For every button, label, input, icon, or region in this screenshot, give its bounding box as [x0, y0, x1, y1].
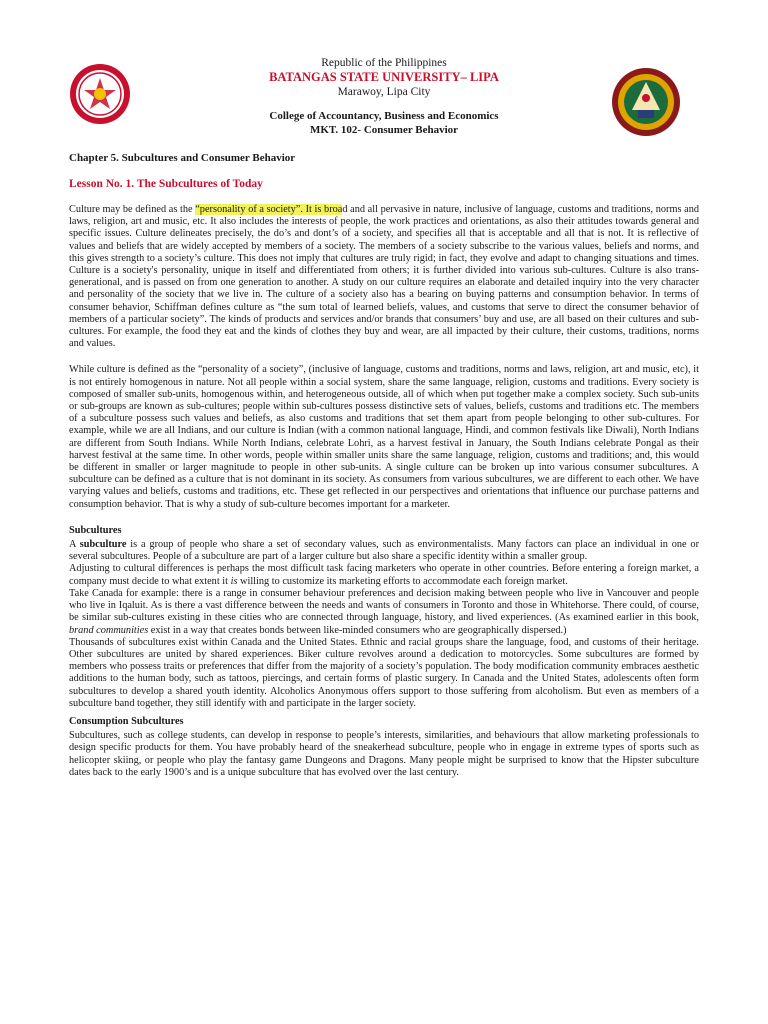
paragraph-text: Culture may be defined as the: [69, 204, 196, 215]
location-line: Marawoy, Lipa City: [337, 86, 431, 98]
highlighted-text: “personality of a society”. It is broa: [195, 204, 343, 215]
section-heading-consumption: Consumption Subcultures: [69, 715, 184, 727]
document-header: [0, 56, 768, 137]
paragraph-subculture-intro: While culture is defined as the “personality of a society”, (inclusive of language, customs and traditions, norms and laws, religion, art and music, etc), it is not entirely homogenous in nature. Not all people within a social system, share the same language, religion, customs and traditions. Every society is composed of smaller sub-units, homogenous within, and heterogeneous outside, all of which when put together make a complex society. Such sub-units or sub-groups are known as sub-cultures; people within sub-cultures possess distinctive sets of values, beliefs, customs and traditions etc. The members of a subculture possess such values and beliefs, as also customs and traditions that set them apart from people belonging to other sub-cultures. For example, while we are all Indians, and our culture is Indian (with a common national language, Hindi, and common festivals like Diwali), North Indians are different from South Indians. While North Indians, celebrate Lohri, as a harvest festival in January, the South Indians celebrate Pongal as their harvest festival at the same time. In other words, people within smaller units share the same language, religion, customs and traditions; and, this would be different in smaller or larger magnitude to people in other sub-units. A single culture can be broken up into various consumer subcultures. A subculture can be defined as a culture that is not dominant in its society. As consumers from various subcultures, we are different to each other. We have varying values and beliefs, customs and traditions, etc. These get reflected in our perspectives and orientations that influence our purchase patterns and consumption behavior. That is why a study of sub-culture becomes important for a marketer.: [69, 364, 699, 510]
paragraph-thousands-subcultures: Thousands of subcultures exist within Canada and the United States. Ethnic and racial groups share the language, food, and customs of their heritage. Other subcultures are united by shared experiences. Biker culture revolves around a dedication to motorcycles. Some subcultures are formed by members who possess traits or preferences that differ from the majority of a society’s population. The body modification community embraces aesthetic additions to the human body, such as tattoos, piercings, and certain forms of plastic surgery. In Canada and the United States, adolescents often form subcultures to develop a shared youth identity. Alcoholics Anonymous offers support to those suffering from alcoholism. But even as members of a subculture band together, they still identify with and participate in the larger society.: [69, 636, 699, 709]
section-heading-subcultures: Subcultures: [69, 524, 122, 536]
bold-term: subculture: [79, 539, 127, 551]
paragraph-consumption-subcultures: Subcultures, such as college students, can develop in response to people’s interests, similarities, and behaviours that allow marketing professionals to design specific products for them. You have probably heard of the sneakerhead subculture, people who in engage in extreme types of sports such as helicopter skiing, or people who play the fantasy game Dungeons and Dragons. Many people might be surprised to know that the Hipster subculture dates back to the early 1900’s and is a unique subculture that has evolved over the last century.: [69, 730, 699, 778]
paragraph-text: Adjusting to cultural differences is perhaps the most difficult task facing marketers who operate in other countries. Before entering a foreign market, a company must decide to what extent it: [69, 563, 699, 587]
country-line: Republic of the Philippines: [321, 57, 447, 69]
paragraph-canada-example: [69, 588, 699, 637]
paragraph-text: A: [69, 539, 80, 551]
paragraph-text: Take Canada for example: there is a range in consumer behaviour preferences and decision making between people who live in Vancouver and people who live in Iqaluit. As is there a vast difference between the needs and wants of consumers in Toronto and those in Whitehorse. There could, of course, be similar sub-cultures existing in these cities who are connected through language, history, and lived experiences. (As examined earlier in this book,: [69, 587, 699, 624]
paragraph-subculture-definition: [69, 539, 699, 563]
paragraph-text: exist in a way that creates bonds between like-minded consumers who are geographically dispersed.): [148, 624, 567, 636]
document-body: [69, 204, 699, 779]
paragraph-text: is a group of people who share a set of secondary values, such as environmentalists. Many factors can place an individual in one or several subcultures. People of a subculture are part of a larger culture but also share a specific identity within a smaller group.: [69, 539, 699, 563]
university-name: BATANGAS STATE UNIVERSITY– LIPA: [269, 70, 499, 84]
college-name: College of Accountancy, Business and Economics: [269, 110, 499, 122]
paragraph-culture-definition: [69, 204, 699, 350]
italic-text: brand communities: [69, 624, 149, 636]
paragraph-text: willing to customize its marketing efforts to accommodate each foreign market.: [237, 575, 568, 587]
paragraph-cultural-differences: [69, 563, 699, 587]
chapter-title: Chapter 5. Subcultures and Consumer Behavior: [69, 152, 296, 164]
paragraph-text: d and all pervasive in nature, inclusive of language, customs and traditions, norms and laws, religion, art and music, etc. It also includes the interests of people, the work practices and orientations, as also their attitudes towards general and specific issues. Culture delineates precisely, the do’s and dont’s of a society, and specifies all that is acceptable and all that is not. It is reflective of values and beliefs that are widely accepted by members of a society. The members of a society subscribe to the various values, beliefs and norms, and this gives strength to a society’s culture. This does not imply that cultures are truly rigid; in fact, they evolve and adapt to changing situations and times. Culture is a society's personality, unique in itself and differentiated from others; it is further divided into various sub-cultures. Culture is also trans-generational, and is passed on from one generation to another. A study on our culture requires an elaborate and detailed inquiry into the very character and personality of the society that we live in. The culture of a society also has a bearing on buying patterns and consumption behavior. In terms of consumer behavior, Schiffman defines culture as “the sum total of learned beliefs, values, and customs that serve to direct the consumer behavior of members of a particular society”. The kinds of products and services and/or brands that consumers’ buy and use, are all based on their cultures and sub-cultures. For example, the food they eat and the kinds of clothes they buy and wear, are all impacted by their culture, their customs, traditions, norms and values.: [69, 204, 699, 350]
course-title: MKT. 102- Consumer Behavior: [309, 124, 459, 136]
lesson-title: Lesson No. 1. The Subcultures of Today: [69, 178, 263, 190]
italic-text: is: [230, 575, 238, 587]
